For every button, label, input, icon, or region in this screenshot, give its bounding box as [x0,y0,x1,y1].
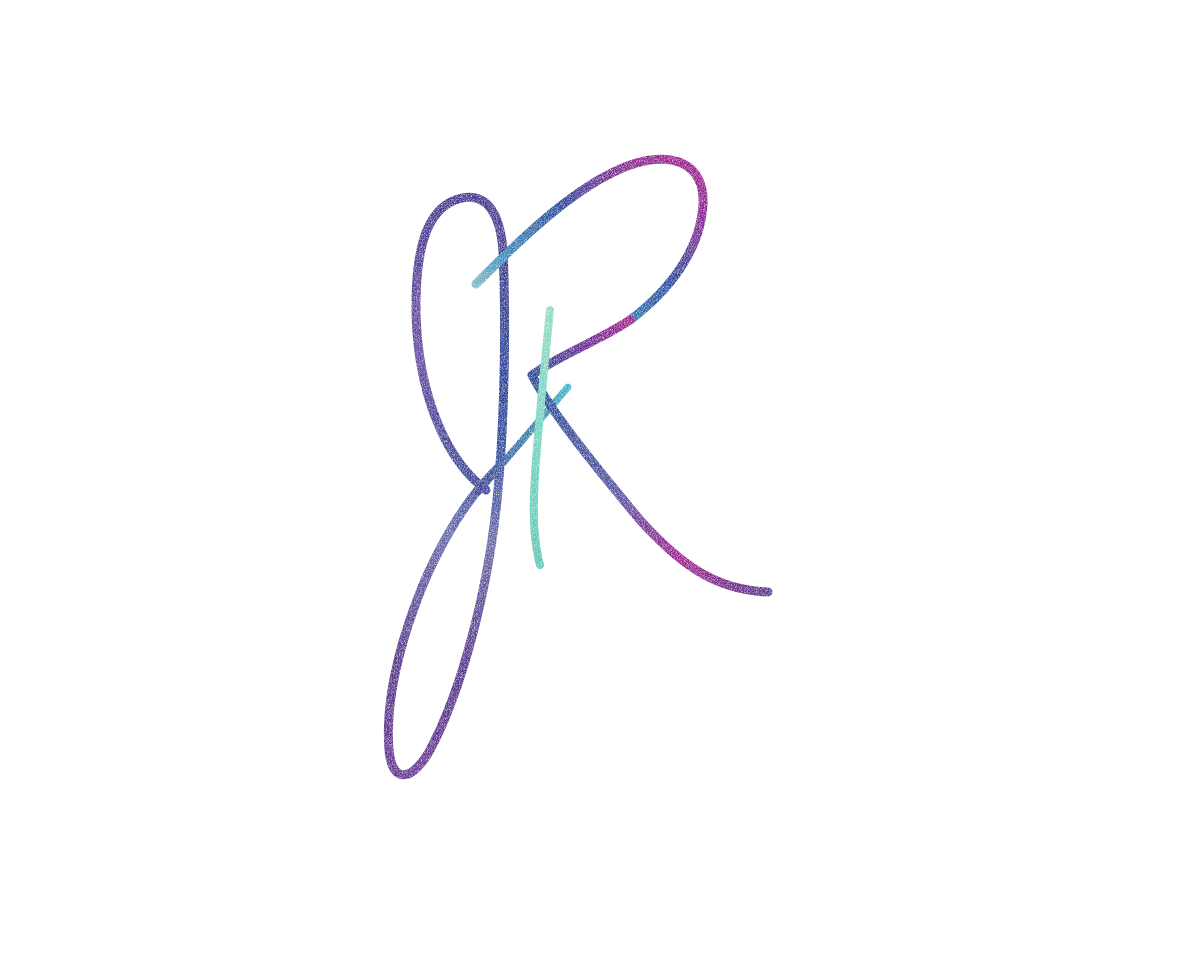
r-bowl-stroke [476,159,703,320]
j-top-loop-stroke [416,197,503,490]
j-crossbar-stroke [478,387,568,492]
j-stem-stroke [388,250,504,775]
r-mint-stem-stroke [534,310,550,565]
r-leg-stroke [532,375,768,592]
